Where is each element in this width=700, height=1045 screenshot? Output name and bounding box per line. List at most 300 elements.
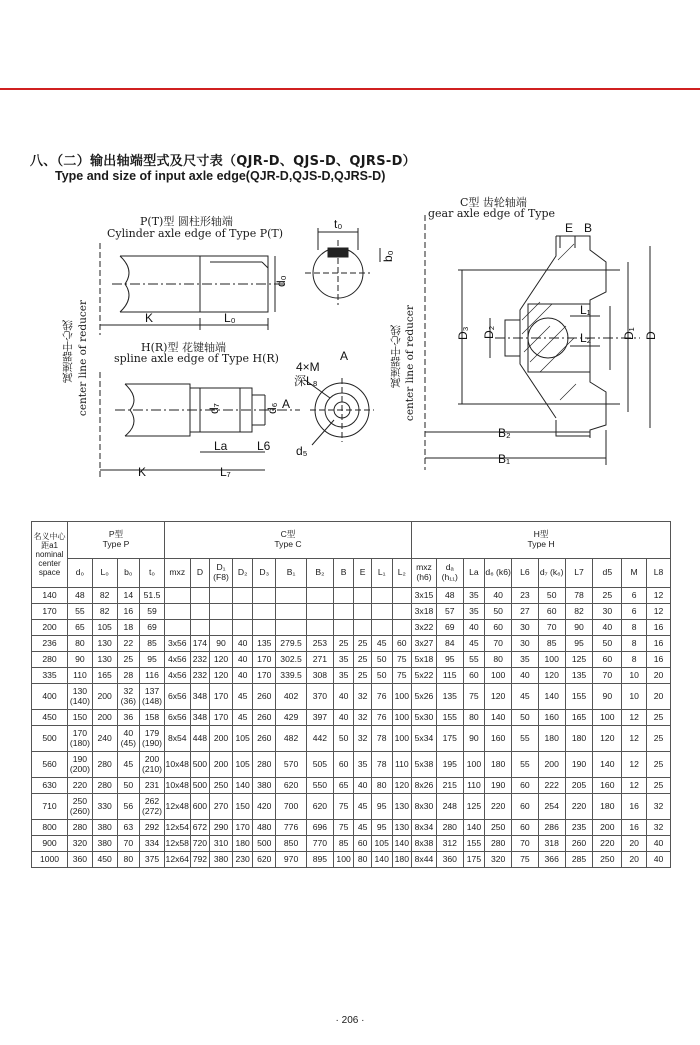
table-cell: 250 (485, 820, 512, 836)
table-row (32, 852, 671, 868)
table-cell: 170 (210, 684, 233, 710)
table-cell: 12 (622, 752, 647, 778)
table-cell: 292 (140, 820, 165, 836)
table-cell: 85 (140, 636, 165, 652)
table-cell: 3x56 (164, 636, 190, 652)
table-cell (371, 620, 392, 636)
table-cell: 82 (565, 604, 593, 620)
table-cell: 95 (371, 794, 392, 820)
table-cell: 40 (45) (117, 726, 140, 752)
table-cell: 95 (436, 652, 463, 668)
table-cell: 60 (333, 752, 354, 778)
table-cell: 32 (354, 684, 372, 710)
table-cell: 620 (253, 852, 276, 868)
table-cell: 280 (92, 752, 117, 778)
section-title: 八、（二）输出轴端型式及尺寸表（QJR-D、QJS-D、QJRS-D） (30, 154, 416, 169)
table-cell: 400 (32, 684, 68, 710)
table-cell: 8x54 (164, 726, 190, 752)
table-cell: 55 (512, 726, 539, 752)
table-cell: 442 (307, 726, 334, 752)
h-type-caption-cn: H(R)型 花键轴端 (141, 341, 226, 354)
table-cell: 110 (68, 668, 93, 684)
table-cell: 40 (463, 620, 485, 636)
table-cell: 28 (117, 668, 140, 684)
table-cell (276, 588, 307, 604)
table-cell: 110 (392, 752, 412, 778)
table-cell (164, 620, 190, 636)
table-cell: 8x30 (412, 794, 437, 820)
table-cell: 180 (538, 726, 565, 752)
table-cell: 8 (622, 620, 647, 636)
center-line-label-cn-right: 减速器中心线 (390, 325, 402, 388)
table-cell: 380 (253, 778, 276, 794)
table-cell: 250 (260) (68, 794, 93, 820)
table-cell: 10x48 (164, 778, 190, 794)
table-cell: 115 (436, 668, 463, 684)
table-cell: 970 (276, 852, 307, 868)
table-cell: 60 (354, 836, 372, 852)
dim-A-h: A (282, 397, 291, 411)
column-header: L7 (565, 559, 593, 588)
dim-La: La (214, 439, 228, 453)
table-cell: 20 (622, 836, 647, 852)
table-cell: 308 (307, 668, 334, 684)
table-cell: 370 (307, 684, 334, 710)
table-cell: 10 (622, 668, 647, 684)
table-cell: 120 (485, 684, 512, 710)
table-cell: 260 (253, 710, 276, 726)
table-cell: 75 (392, 668, 412, 684)
dim-d7: d₇ (207, 403, 221, 414)
table-cell: 100 (392, 684, 412, 710)
table-cell: 222 (538, 778, 565, 794)
table-cell: 12x48 (164, 794, 190, 820)
table-row (32, 636, 671, 652)
table-cell: 170 (32, 604, 68, 620)
table-cell: 22 (117, 636, 140, 652)
table-cell: 8 (622, 652, 647, 668)
column-header: B (333, 559, 354, 588)
table-cell: 50 (538, 588, 565, 604)
dim-B: B (584, 221, 593, 235)
table-cell (210, 588, 233, 604)
table-cell: 84 (436, 636, 463, 652)
dim-K-p: K (145, 311, 154, 325)
table-cell: 25 (646, 752, 670, 778)
header-type-h-en: Type H (527, 539, 555, 549)
table-cell: 4x56 (164, 652, 190, 668)
table-cell: 80 (68, 636, 93, 652)
table-cell: 6x56 (164, 710, 190, 726)
table-cell: 448 (190, 726, 210, 752)
table-cell: 32 (354, 726, 372, 752)
column-header: B₂ (307, 559, 334, 588)
table-cell: 23 (512, 588, 539, 604)
dim-D: D (644, 331, 658, 340)
table-cell: 170 (232, 820, 253, 836)
table-cell: 45 (232, 684, 253, 710)
table-cell: 25 (354, 652, 372, 668)
header-type-c-en: Type C (274, 539, 302, 549)
table-cell: 1000 (32, 852, 68, 868)
column-header: M (622, 559, 647, 588)
table-cell: 140 (463, 820, 485, 836)
column-header: La (463, 559, 485, 588)
table-cell: 170 (253, 668, 276, 684)
dim-b0: b₀ (381, 250, 395, 262)
dim-d0: d₀ (274, 275, 288, 287)
table-cell: 260 (565, 836, 593, 852)
section-subtitle: Type and size of input axle edge(QJR-D,QJS-D,QJRS-D) (55, 169, 386, 183)
table-row (32, 836, 671, 852)
table-cell: 120 (210, 652, 233, 668)
column-header-row (32, 559, 671, 588)
table-row (32, 752, 671, 778)
table-cell (210, 604, 233, 620)
column-header: d₇ (k₆) (538, 559, 565, 588)
table-cell (392, 588, 412, 604)
table-cell: 40 (485, 588, 512, 604)
table-cell: 45 (512, 684, 539, 710)
table-cell: 320 (68, 836, 93, 852)
table-cell: 360 (68, 852, 93, 868)
table-row (32, 652, 671, 668)
dim-E: E (565, 221, 574, 235)
table-cell: 25 (593, 588, 622, 604)
table-cell: 170 (253, 652, 276, 668)
table-cell: 100 (593, 710, 622, 726)
table-cell: 500 (190, 778, 210, 794)
table-cell: 8x44 (412, 852, 437, 868)
table-cell: 380 (92, 820, 117, 836)
table-cell (253, 620, 276, 636)
table-cell: 6x56 (164, 684, 190, 710)
table-cell: 75 (463, 684, 485, 710)
table-cell: 12x54 (164, 820, 190, 836)
table-cell: 120 (392, 778, 412, 794)
table-cell: 165 (565, 710, 593, 726)
table-cell: 32 (646, 820, 670, 836)
table-cell: 82 (92, 604, 117, 620)
table-cell: 135 (436, 684, 463, 710)
table-cell: 120 (593, 726, 622, 752)
table-cell: 220 (68, 778, 93, 794)
table-cell: 720 (190, 836, 210, 852)
table-cell: 792 (190, 852, 210, 868)
dim-L7: L₇ (220, 465, 231, 479)
table-cell: 120 (210, 668, 233, 684)
table-cell: 32 (646, 794, 670, 820)
table-cell: 60 (538, 604, 565, 620)
table-cell: 40 (646, 852, 670, 868)
table-cell: 320 (485, 852, 512, 868)
table-cell: 75 (333, 794, 354, 820)
table-cell: 30 (593, 604, 622, 620)
column-header: t₀ (140, 559, 165, 588)
table-cell: 200 (32, 620, 68, 636)
table-cell: 35 (512, 652, 539, 668)
header-type-p-cn: P型 (108, 529, 124, 540)
table-cell: 32 (354, 710, 372, 726)
table-cell: 560 (32, 752, 68, 778)
header-type-c-cn: C型 (280, 529, 296, 540)
table-cell: 330 (92, 794, 117, 820)
table-cell: 50 (371, 668, 392, 684)
table-cell (371, 604, 392, 620)
table-cell (333, 588, 354, 604)
column-header: D (190, 559, 210, 588)
table-cell: 140 (371, 852, 392, 868)
table-cell: 348 (190, 710, 210, 726)
table-cell (232, 620, 253, 636)
table-row (32, 778, 671, 794)
dim-B1: B₁ (498, 452, 511, 466)
table-cell: 130 (92, 636, 117, 652)
table-cell: 140 (593, 752, 622, 778)
table-cell: 60 (512, 820, 539, 836)
h-type-shaft-drawing (100, 372, 374, 480)
table-cell: 175 (463, 852, 485, 868)
p-type-caption-en: Cylinder axle edge of Type P(T) (107, 227, 284, 240)
table-cell: 190 (200) (68, 752, 93, 778)
table-cell: 12 (622, 726, 647, 752)
dimension-table (31, 521, 671, 868)
table-cell: 55 (463, 652, 485, 668)
table-cell: 12x64 (164, 852, 190, 868)
table-cell: 135 (565, 668, 593, 684)
table-cell: 630 (32, 778, 68, 794)
table-cell: 482 (276, 726, 307, 752)
table-cell: 220 (593, 836, 622, 852)
table-cell: 248 (436, 794, 463, 820)
table-cell (354, 620, 372, 636)
table-cell: 69 (140, 620, 165, 636)
table-cell: 500 (253, 836, 276, 852)
table-cell: 339.5 (276, 668, 307, 684)
table-cell (232, 604, 253, 620)
table-body (32, 588, 671, 868)
table-cell: 25 (117, 652, 140, 668)
table-row (32, 710, 671, 726)
table-cell: 20 (646, 684, 670, 710)
table-cell: 48 (436, 588, 463, 604)
table-cell: 158 (140, 710, 165, 726)
table-cell: 45 (463, 636, 485, 652)
table-cell: 130 (140) (68, 684, 93, 710)
table-cell (164, 604, 190, 620)
table-cell (392, 620, 412, 636)
header-nominal-center: 名义中心距a1 nominal center space (32, 522, 68, 588)
table-cell: 140 (485, 710, 512, 726)
table-cell: 200 (593, 820, 622, 836)
table-cell: 231 (140, 778, 165, 794)
table-cell (210, 620, 233, 636)
table-cell: 375 (140, 852, 165, 868)
table-cell: 620 (307, 794, 334, 820)
table-cell: 5x18 (412, 652, 437, 668)
column-header: B₁ (276, 559, 307, 588)
table-cell: 620 (276, 778, 307, 794)
table-cell: 262 (272) (140, 794, 165, 820)
c-type-caption-en: gear axle edge of Type (428, 207, 556, 220)
table-cell: 8x38 (412, 836, 437, 852)
table-cell: 12 (622, 710, 647, 726)
table-cell: 90 (593, 684, 622, 710)
table-cell: 25 (333, 636, 354, 652)
table-cell: 25 (354, 668, 372, 684)
table-cell: 60 (485, 620, 512, 636)
header-type-h-cn: H型 (533, 529, 549, 540)
table-cell: 232 (190, 668, 210, 684)
table-cell: 95 (140, 652, 165, 668)
table-cell: 279.5 (276, 636, 307, 652)
table-cell: 100 (392, 710, 412, 726)
table-cell (190, 604, 210, 620)
table-cell: 220 (485, 794, 512, 820)
table-cell: 770 (307, 836, 334, 852)
table-cell: 48 (68, 588, 93, 604)
table-cell: 450 (32, 710, 68, 726)
table-cell: 55 (68, 604, 93, 620)
table-cell: 180 (593, 794, 622, 820)
table-cell: 70 (117, 836, 140, 852)
table-cell: 35 (463, 604, 485, 620)
table-row (32, 588, 671, 604)
table-cell: 5x26 (412, 684, 437, 710)
column-header: mxz (h6) (412, 559, 437, 588)
table-cell: 200 (92, 710, 117, 726)
dim-d5: d₅ (296, 444, 308, 458)
table-cell (307, 620, 334, 636)
table-cell: 27 (512, 604, 539, 620)
table-cell: 20 (646, 668, 670, 684)
table-cell: 55 (512, 752, 539, 778)
table-cell: 240 (92, 726, 117, 752)
table-cell: 3x22 (412, 620, 437, 636)
table-cell: 40 (593, 620, 622, 636)
dim-D3: D₃ (456, 326, 470, 340)
column-header: d₀ (68, 559, 93, 588)
table-cell (333, 620, 354, 636)
table-cell: 5x30 (412, 710, 437, 726)
table-cell: 75 (392, 652, 412, 668)
table-cell: 45 (232, 710, 253, 726)
table-cell: 70 (512, 836, 539, 852)
table-cell: 36 (117, 710, 140, 726)
table-cell: 45 (354, 794, 372, 820)
table-cell: 310 (210, 836, 233, 852)
column-header: dₐ (h₁₁) (436, 559, 463, 588)
table-cell (354, 604, 372, 620)
table-cell: 220 (565, 794, 593, 820)
table-cell: 285 (565, 852, 593, 868)
dim-L2: L₂ (580, 331, 592, 345)
table-cell (253, 588, 276, 604)
table-cell: 235 (565, 820, 593, 836)
table-cell: 60 (593, 652, 622, 668)
table-cell: 75 (333, 820, 354, 836)
dim-A-end: A (340, 349, 349, 363)
dim-hole: 4×M (296, 360, 320, 374)
table-cell: 250 (210, 778, 233, 794)
table-cell: 190 (485, 778, 512, 794)
table-cell: 140 (392, 836, 412, 852)
table-cell: 70 (593, 668, 622, 684)
table-cell: 696 (307, 820, 334, 836)
table-cell: 30 (512, 636, 539, 652)
table-cell: 100 (463, 752, 485, 778)
table-cell: 397 (307, 710, 334, 726)
table-cell: 302.5 (276, 652, 307, 668)
table-cell (392, 604, 412, 620)
table-cell: 125 (565, 652, 593, 668)
table-cell: 25 (646, 778, 670, 794)
dim-L0: L₀ (224, 311, 236, 325)
table-cell: 500 (32, 726, 68, 752)
table-cell: 56 (117, 794, 140, 820)
table-cell: 280 (436, 820, 463, 836)
table-cell: 348 (190, 684, 210, 710)
table-cell: 25 (646, 726, 670, 752)
table-cell: 140 (32, 588, 68, 604)
table-cell: 500 (190, 752, 210, 778)
column-header: d5 (593, 559, 622, 588)
table-cell: 80 (117, 852, 140, 868)
table-cell: 334 (140, 836, 165, 852)
table-cell: 78 (371, 726, 392, 752)
table-cell: 150 (68, 710, 93, 726)
table-cell: 40 (232, 636, 253, 652)
table-cell: 179 (190) (140, 726, 165, 752)
dim-B2: B₂ (498, 426, 511, 440)
dim-L6: L6 (257, 439, 271, 453)
dim-L1: L₁ (580, 303, 591, 317)
table-cell: 16 (622, 820, 647, 836)
table-cell: 40 (354, 778, 372, 794)
table-cell: 20 (622, 852, 647, 868)
dim-D1: D₁ (622, 327, 636, 340)
table-cell: 260 (253, 726, 276, 752)
table-cell: 35 (333, 652, 354, 668)
table-cell: 155 (565, 684, 593, 710)
column-header: D₂ (232, 559, 253, 588)
table-cell: 250 (593, 852, 622, 868)
table-cell (276, 620, 307, 636)
table-cell: 200 (210, 726, 233, 752)
table-cell: 505 (307, 752, 334, 778)
table-cell: 420 (253, 794, 276, 820)
column-header: L₀ (92, 559, 117, 588)
table-cell (276, 604, 307, 620)
table-cell: 105 (92, 620, 117, 636)
table-cell: 160 (538, 710, 565, 726)
table-cell: 14 (117, 588, 140, 604)
table-cell: 230 (232, 852, 253, 868)
table-cell: 40 (333, 710, 354, 726)
table-cell: 236 (32, 636, 68, 652)
table-cell: 10 (622, 684, 647, 710)
table-cell: 51.5 (140, 588, 165, 604)
table-row (32, 620, 671, 636)
table-cell: 232 (190, 652, 210, 668)
dim-D2: D₂ (482, 325, 496, 339)
table-cell: 100 (538, 652, 565, 668)
table-cell: 80 (463, 710, 485, 726)
table-cell: 50 (593, 636, 622, 652)
column-header: L6 (512, 559, 539, 588)
table-cell: 402 (276, 684, 307, 710)
table-cell: 90 (68, 652, 93, 668)
